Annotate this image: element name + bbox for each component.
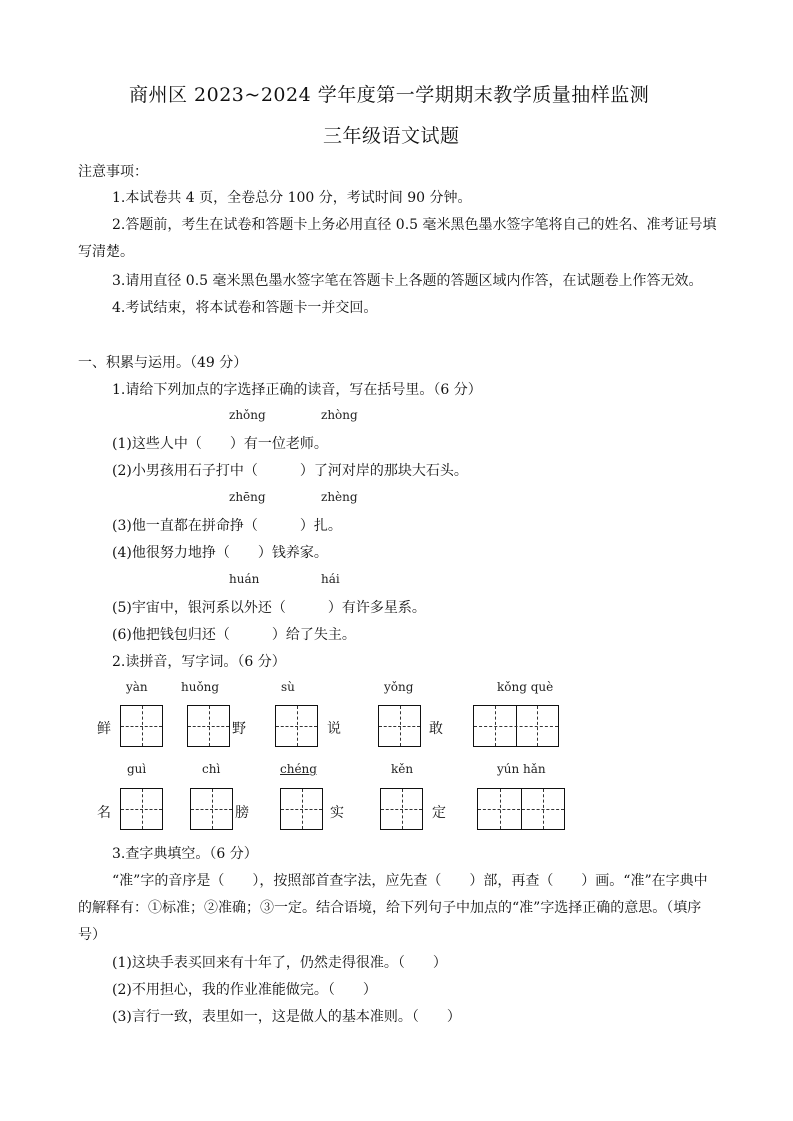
q1-pinyin-a-3: huán [229, 572, 260, 586]
notice-item-2: 2.答题前，考生在试卷和答题卡上务必用直径 0.5 毫米黑色墨水签字笔将自己的姓名、准考证号填 [112, 217, 717, 233]
q3-title: 3.查字典填空。（6 分） [112, 846, 258, 862]
exam-subtitle: 三年级语文试题 [323, 125, 460, 147]
q1-pinyin-a-2: zhēng [229, 490, 266, 504]
q1-pinyin-b-3: hái [321, 572, 340, 586]
q1-line-1: (1)这些人中（ ）有一位老师。 [112, 436, 328, 452]
q3-item-3: (3)言行一致，表里如一，这是做人的基本准则。（ ） [112, 1009, 461, 1025]
q2-r2-char-3: 实 [330, 805, 344, 821]
q2-r1-pinyin-4: yǒng [384, 680, 414, 694]
q1-line-3: (3)他一直都在拼命挣（ ）扎。 [112, 518, 342, 534]
q1-pinyin-b-1: zhòng [321, 408, 358, 422]
q2-r2-pinyin-4: kěn [391, 762, 414, 776]
exam-title: 商州区 2023~2024 学年度第一学期期末教学质量抽样监测 [129, 84, 650, 106]
q2-r2-answer-box-1[interactable] [120, 788, 163, 830]
notice-item-4: 4.考试结束，将本试卷和答题卡一并交回。 [112, 300, 378, 316]
q2-r1-answer-box-2[interactable] [187, 705, 230, 747]
notice-item-1: 1.本试卷共 4 页，全卷总分 100 分，考试时间 90 分钟。 [112, 190, 472, 206]
q2-r1-pinyin-3: sù [281, 680, 295, 694]
q1-line-4: (4)他很努力地挣（ ）钱养家。 [112, 545, 328, 561]
notice-heading: 注意事项： [78, 164, 148, 180]
q3-item-2: (2)不用担心，我的作业准能做完。（ ） [112, 982, 377, 998]
q2-r2-pinyin-5: yún hǎn [497, 762, 546, 776]
q2-r1-answer-box-4[interactable] [378, 705, 421, 747]
q1-line-6: (6)他把钱包归还（ ）给了失主。 [112, 627, 356, 643]
q2-r1-answer-box-5[interactable] [473, 705, 559, 747]
q3-item-1: (1)这块手表买回来有十年了，仍然走得很准。（ ） [112, 955, 447, 971]
q2-r1-char-1: 鲜 [97, 721, 111, 737]
q2-r2-answer-box-5[interactable] [477, 788, 565, 830]
q2-r1-char-3: 说 [327, 721, 341, 737]
q2-r2-char-4: 定 [432, 805, 446, 821]
q2-r2-answer-box-4[interactable] [380, 788, 423, 830]
q2-r1-char-2: 野 [232, 721, 246, 737]
q3-para-line-3: 号） [78, 927, 106, 943]
q1-title: 1.请给下列加点的字选择正确的读音，写在括号里。（6 分） [112, 382, 482, 398]
q2-r1-pinyin-5: kǒng què [497, 680, 554, 694]
q2-title: 2.读拼音，写字词。（6 分） [112, 654, 286, 670]
q2-r2-char-1: 名 [97, 805, 111, 821]
q3-para-line-2: 的解释有：①标准；②准确；③一定。结合语境，给下列句子中加点的“准”字选择正确的意思。（填序 [78, 900, 702, 916]
q2-r2-char-2: 膀 [235, 805, 249, 821]
section1-heading: 一、积累与运用。（49 分） [78, 355, 248, 371]
notice-item-3: 3.请用直径 0.5 毫米黑色墨水签字笔在答题卡上各题的答题区域内作答，在试题卷上作答无效。 [112, 273, 703, 289]
q1-line-2: (2)小男孩用石子打中（ ）了河对岸的那块大石头。 [112, 463, 468, 479]
q2-r2-pinyin-3: chéng [280, 762, 317, 776]
q2-r1-pinyin-2: huǒng [181, 680, 220, 694]
q2-r1-answer-box-1[interactable] [120, 705, 163, 747]
q1-pinyin-b-2: zhèng [321, 490, 358, 504]
q2-r1-char-4: 敢 [429, 721, 443, 737]
q1-pinyin-a-1: zhǒng [229, 408, 266, 422]
q3-para-line-1: “准”字的音序是（ ），按照部首查字法，应先查（ ）部，再查（ ）画。“准”在字典中 [112, 873, 708, 889]
q2-r1-pinyin-1: yàn [126, 680, 148, 694]
q2-r2-pinyin-2: chì [202, 762, 221, 776]
q1-line-5: (5)宇宙中，银河系以外还（ ）有许多星系。 [112, 600, 426, 616]
q2-r2-answer-box-3[interactable] [280, 788, 323, 830]
q2-r1-answer-box-3[interactable] [275, 705, 318, 747]
notice-item-2-cont: 写清楚。 [78, 244, 134, 260]
q2-r2-answer-box-2[interactable] [190, 788, 233, 830]
q2-r2-pinyin-1: guì [127, 762, 147, 776]
